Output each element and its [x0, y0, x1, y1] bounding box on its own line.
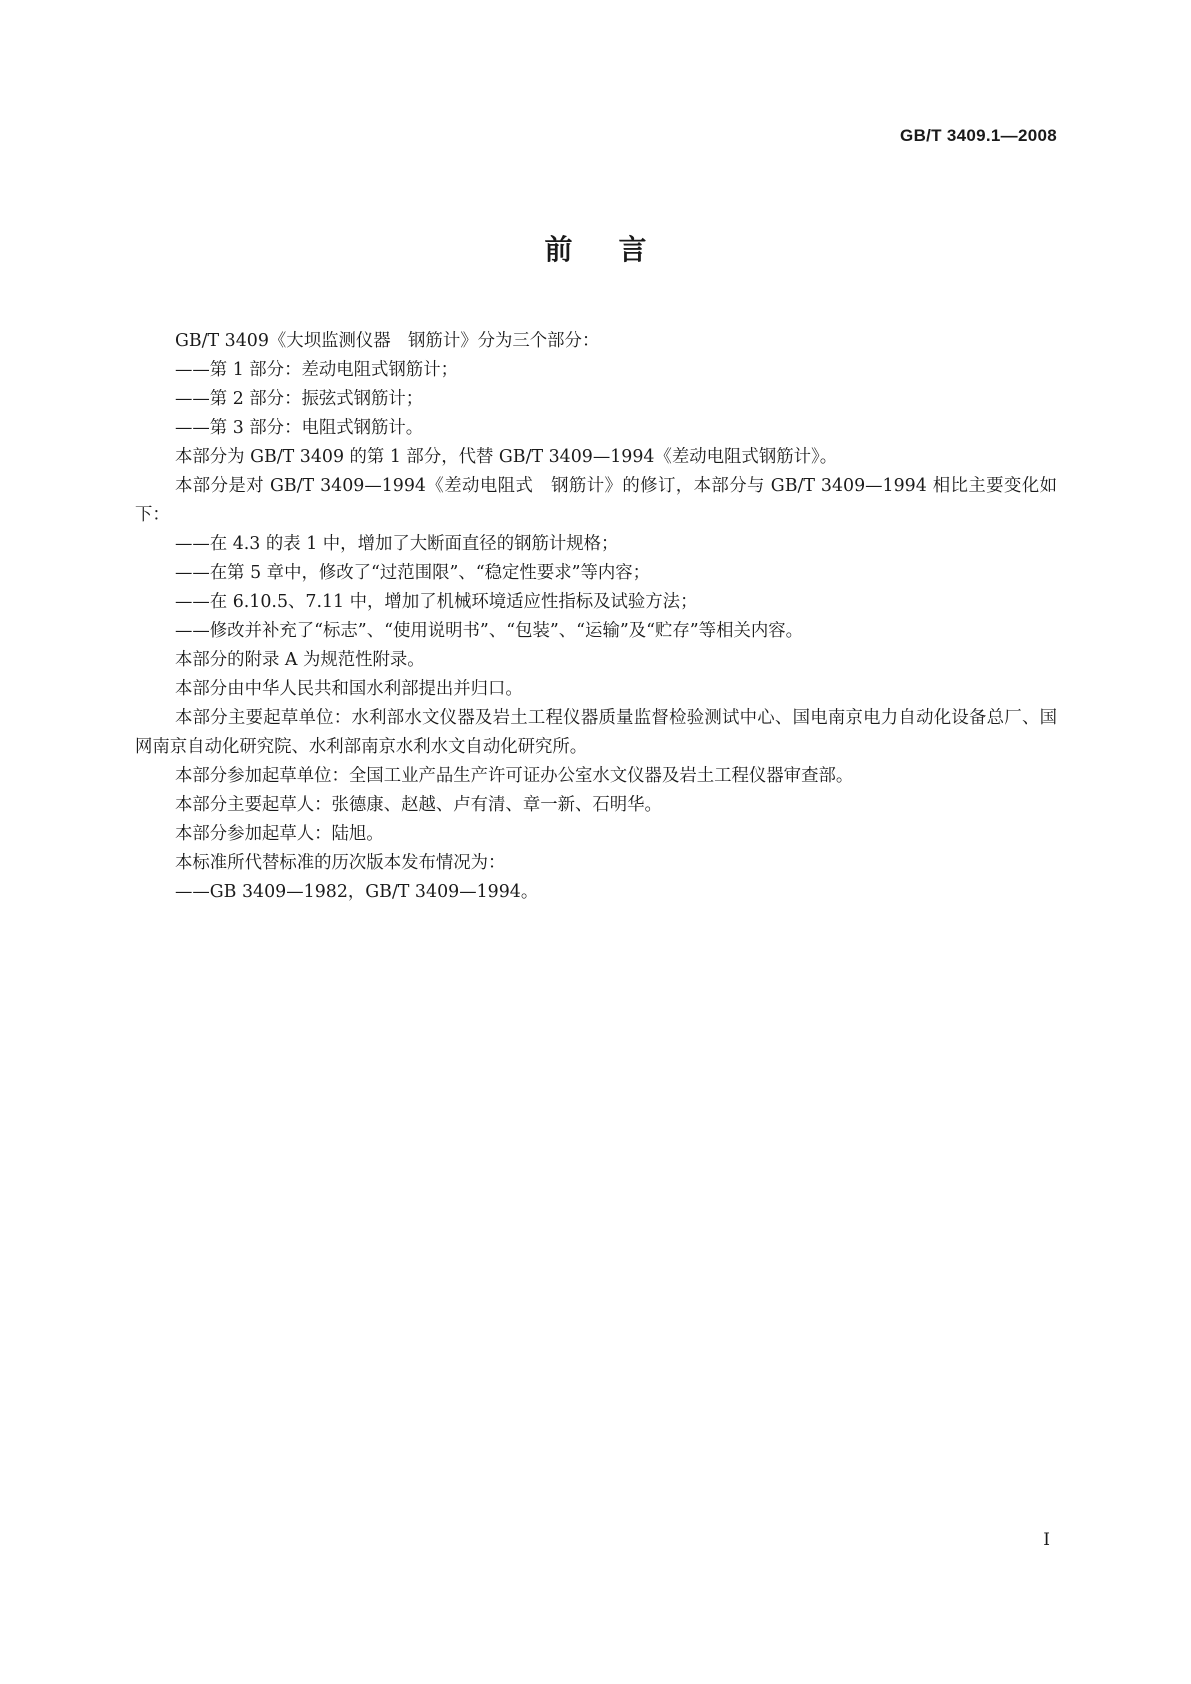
paragraph: 本部分主要起草人：张德康、赵越、卢有清、章一新、石明华。 — [175, 795, 662, 815]
list-item: ——第 3 部分：电阻式钢筋计。 — [175, 418, 424, 438]
body-text — [135, 327, 1057, 907]
list-item: ——修改并补充了“标志”、“使用说明书”、“包装”、“运输”及“贮存”等相关内容。 — [175, 621, 804, 641]
paragraph: 本部分参加起草人：陆旭。 — [175, 824, 384, 844]
paragraph: 本部分是对 GB/T 3409—1994《差动电阻式 钢筋计》的修订，本部分与 GB/T 3409—1994 相比主要变化如下： — [135, 476, 1057, 525]
page-title: 前言 — [544, 233, 693, 266]
paragraph: 本标准所代替标准的历次版本发布情况为： — [175, 853, 506, 873]
paragraph: 本部分参加起草单位：全国工业产品生产许可证办公室水文仪器及岩土工程仪器审查部。 — [175, 766, 854, 786]
paragraph: GB/T 3409《大坝监测仪器 钢筋计》分为三个部分： — [175, 331, 600, 351]
paragraph: 本部分由中华人民共和国水利部提出并归口。 — [175, 679, 523, 699]
paragraph: 本部分为 GB/T 3409 的第 1 部分，代替 GB/T 3409—1994《差动电阻式钢筋计》。 — [175, 447, 838, 467]
list-item: ——第 2 部分：振弦式钢筋计； — [175, 389, 424, 409]
list-item: ——在 6.10.5、7.11 中，增加了机械环境适应性指标及试验方法； — [175, 592, 698, 612]
list-item: ——GB 3409—1982，GB/T 3409—1994。 — [175, 882, 539, 902]
list-item: ——在 4.3 的表 1 中，增加了大断面直径的钢筋计规格； — [175, 534, 619, 554]
page-number: I — [1043, 1530, 1050, 1550]
list-item: ——在第 5 章中，修改了“过范围限”、“稳定性要求”等内容； — [175, 563, 651, 583]
paragraph: 本部分主要起草单位：水利部水文仪器及岩土工程仪器质量监督检验测试中心、国电南京电力自动化设备总厂、国网南京自动化研究院、水利部南京水利水文自动化研究所。 — [135, 708, 1057, 757]
list-item: ——第 1 部分：差动电阻式钢筋计； — [175, 360, 458, 380]
paragraph: 本部分的附录 A 为规范性附录。 — [175, 650, 425, 670]
standard-number: GB/T 3409.1—2008 — [900, 126, 1057, 145]
